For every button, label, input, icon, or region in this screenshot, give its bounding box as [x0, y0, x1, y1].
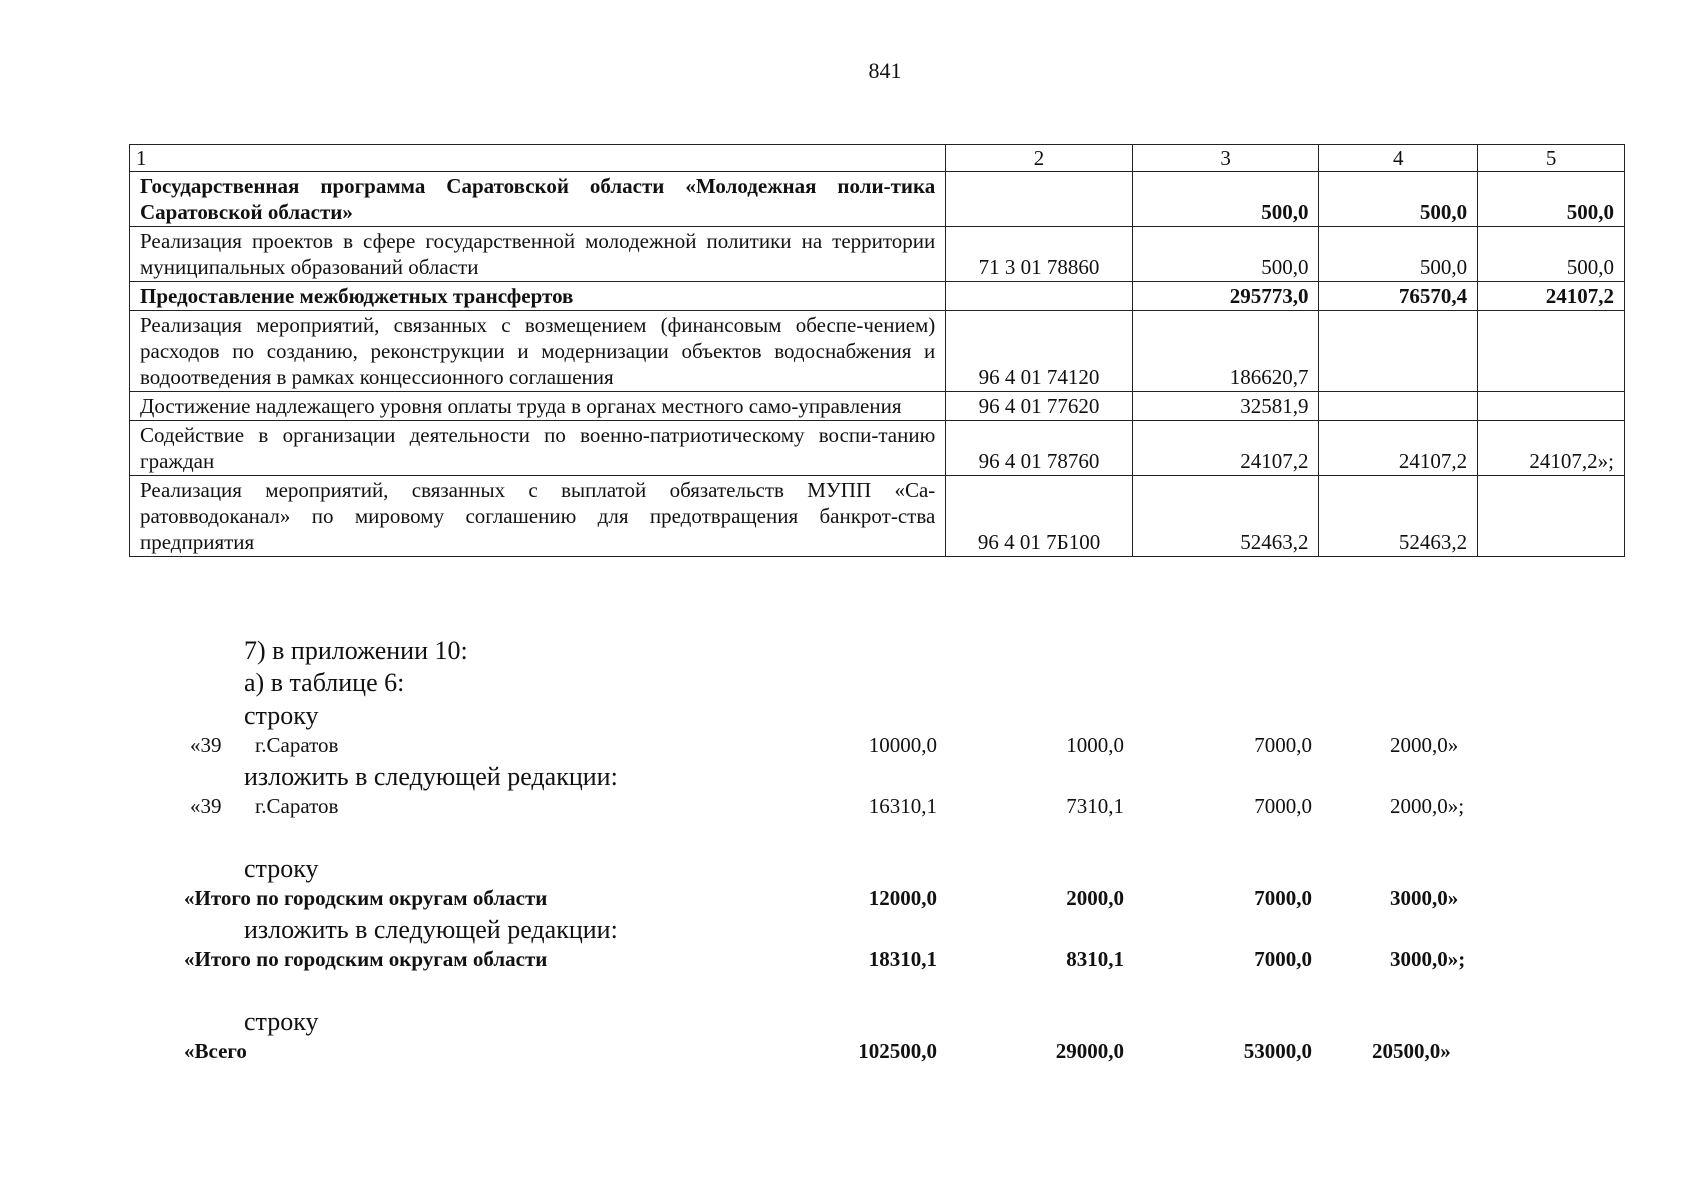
row-value-5 — [1478, 392, 1625, 421]
row-name: Государственная программа Саратовской области «Молодежная поли-тика Саратовской области» — [130, 172, 946, 227]
line-value-d: 2000,0»; — [1390, 794, 1465, 818]
row-name: Предоставление межбюджетных трансфертов — [130, 282, 946, 311]
line-name: «Итого по городским округам области — [184, 886, 548, 910]
line-value-c: 7000,0 — [1254, 794, 1312, 818]
row-code: 96 4 01 78760 — [946, 421, 1133, 476]
line-value-a: 12000,0 — [868, 886, 937, 910]
line-value-a: 10000,0 — [868, 733, 937, 757]
table-row — [130, 172, 1625, 227]
line-value-b: 1000,0 — [1066, 733, 1124, 757]
line-value-d: 3000,0» — [1390, 886, 1459, 910]
line-value-b: 7310,1 — [1066, 794, 1124, 818]
header-col-1: 1 — [130, 145, 946, 172]
line-value-c: 7000,0 — [1254, 947, 1312, 971]
row-value-4: 24107,2 — [1319, 421, 1478, 476]
row-value-5: 24107,2 — [1478, 282, 1625, 311]
paragraph-table6: а) в таблице 6: — [244, 668, 405, 697]
header-col-4: 4 — [1319, 145, 1478, 172]
page-number: 841 — [868, 58, 902, 83]
row-value-5: 24107,2»; — [1478, 421, 1625, 476]
row-name: Реализация проектов в сфере государственной молодежной политики на территории муниципальных образований области — [130, 227, 946, 282]
paragraph-izlozhit: изложить в следующей редакции: — [244, 762, 618, 791]
row-code: 96 4 01 74120 — [946, 311, 1133, 392]
line-value-b: 8310,1 — [1066, 947, 1124, 971]
table-row — [130, 421, 1625, 476]
line-number: «39 — [190, 733, 222, 757]
row-name: Достижение надлежащего уровня оплаты труда в органах местного само-управления — [130, 392, 946, 421]
table-row — [130, 392, 1625, 421]
line-value-a: 18310,1 — [868, 947, 937, 971]
line-value-d: 20500,0» — [1372, 1039, 1451, 1063]
line-value-d: 3000,0»; — [1390, 947, 1466, 971]
row-value-4: 500,0 — [1319, 172, 1478, 227]
row-value-5 — [1478, 311, 1625, 392]
row-value-3: 500,0 — [1132, 227, 1319, 282]
row-value-4: 52463,2 — [1319, 476, 1478, 557]
line-value-c: 7000,0 — [1254, 886, 1312, 910]
line-value-b: 2000,0 — [1066, 886, 1124, 910]
table-row — [130, 311, 1625, 392]
paragraph-stroku: строку — [244, 854, 319, 883]
row-name: Реализация мероприятий, связанных с возмещением (финансовым обеспе-чением) расходов по созданию, реконструкции и модернизации объектов водоснабжения и водоотведения в рамках концессионного соглашения — [130, 311, 946, 392]
row-value-5: 500,0 — [1478, 172, 1625, 227]
line-value-a: 102500,0 — [858, 1039, 937, 1063]
row-value-3: 24107,2 — [1132, 421, 1319, 476]
table-row — [130, 282, 1625, 311]
row-value-3: 186620,7 — [1132, 311, 1319, 392]
line-name: г.Саратов — [255, 733, 339, 757]
row-value-3: 500,0 — [1132, 172, 1319, 227]
paragraph-stroku: строку — [244, 1007, 319, 1036]
table-header-row — [130, 145, 1625, 172]
row-value-3: 52463,2 — [1132, 476, 1319, 557]
row-name: Содействие в организации деятельности по военно-патриотическому воспи-танию граждан — [130, 421, 946, 476]
line-name: «Всего — [184, 1039, 247, 1063]
header-col-2: 2 — [946, 145, 1133, 172]
line-value-c: 53000,0 — [1243, 1039, 1312, 1063]
row-value-3: 295773,0 — [1132, 282, 1319, 311]
line-name: «Итого по городским округам области — [184, 947, 548, 971]
budget-table — [129, 144, 1625, 557]
line-number: «39 — [190, 794, 222, 818]
row-code — [946, 282, 1133, 311]
row-code — [946, 172, 1133, 227]
table-row — [130, 227, 1625, 282]
line-name: г.Саратов — [255, 794, 339, 818]
row-value-4 — [1319, 311, 1478, 392]
row-value-4: 500,0 — [1319, 227, 1478, 282]
row-code: 96 4 01 7Б100 — [946, 476, 1133, 557]
row-name: Реализация мероприятий, связанных с выплатой обязательств МУПП «Са-ратовводоканал» по мировому соглашению для предотвращения банкрот-ства предприятия — [130, 476, 946, 557]
line-value-c: 7000,0 — [1254, 733, 1312, 757]
header-col-5: 5 — [1478, 145, 1625, 172]
row-value-4: 76570,4 — [1319, 282, 1478, 311]
row-value-4 — [1319, 392, 1478, 421]
header-col-3: 3 — [1132, 145, 1319, 172]
line-value-d: 2000,0» — [1390, 733, 1459, 757]
paragraph-appendix: 7) в приложении 10: — [244, 636, 468, 665]
row-code: 96 4 01 77620 — [946, 392, 1133, 421]
row-value-3: 32581,9 — [1132, 392, 1319, 421]
table-row — [130, 476, 1625, 557]
line-value-a: 16310,1 — [868, 794, 937, 818]
line-value-b: 29000,0 — [1055, 1039, 1124, 1063]
row-value-5 — [1478, 476, 1625, 557]
row-code: 71 3 01 78860 — [946, 227, 1133, 282]
paragraph-izlozhit: изложить в следующей редакции: — [244, 915, 618, 944]
row-value-5: 500,0 — [1478, 227, 1625, 282]
paragraph-stroku: строку — [244, 701, 319, 730]
